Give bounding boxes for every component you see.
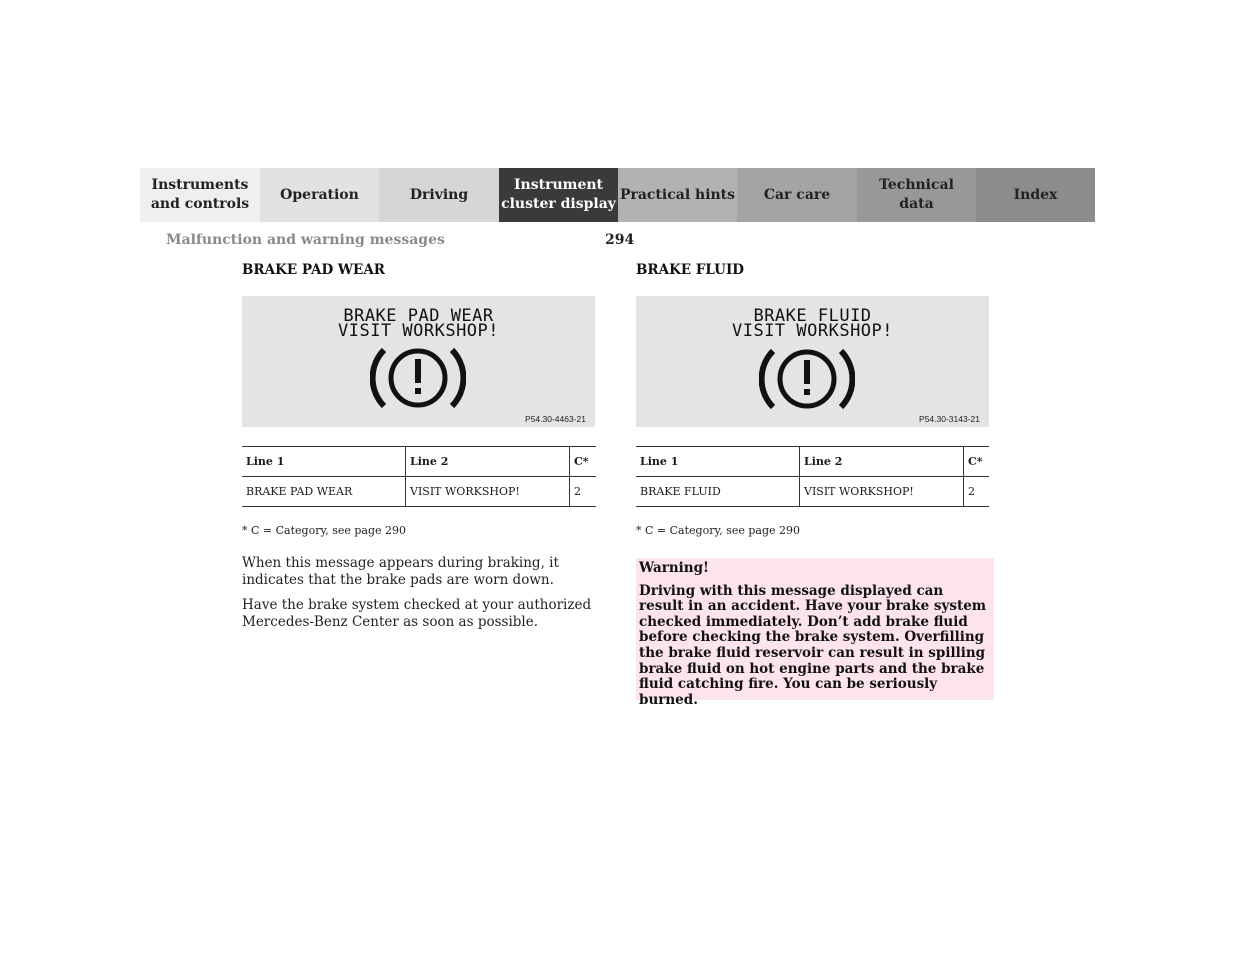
- warning-title: Warning!: [639, 560, 709, 576]
- table-header: Line 1: [242, 447, 406, 477]
- warning-box: [636, 558, 994, 708]
- nav-tab[interactable]: Driving: [379, 168, 499, 222]
- display-panel-brake-pad-wear: [242, 296, 595, 427]
- brake-warning-icon: [370, 345, 466, 411]
- message-table-brake-pad-wear: [242, 446, 596, 507]
- display-line-1: BRAKE PAD WEAR: [343, 306, 494, 326]
- nav-tab[interactable]: Car care: [737, 168, 857, 222]
- message-table-brake-fluid: [636, 446, 989, 507]
- table-header: Line 2: [800, 447, 964, 477]
- nav-tab[interactable]: Operation: [260, 168, 379, 222]
- footnote: * C = Category, see page 290: [636, 524, 801, 537]
- display-line-1: BRAKE FLUID: [753, 306, 872, 326]
- footnote: * C = Category, see page 290: [242, 524, 407, 537]
- display-line-2: VISIT WORKSHOP!: [337, 321, 500, 341]
- warning-text: Driving with this message displayed can result in an accident. Have your brake system checked immediately. Don’t add brake fluid before checking the brake system. Overfilling the brake fluid reservoir can result in spilling brake fluid on hot engine parts and the brake fluid catching fire. You can be seriously burned.: [639, 582, 987, 708]
- nav-tab[interactable]: Index: [976, 168, 1095, 222]
- table-cell: 2: [570, 477, 597, 507]
- display-line-2: VISIT WORKSHOP!: [731, 321, 894, 341]
- page-number: 294: [605, 232, 635, 248]
- table-header: Line 1: [636, 447, 800, 477]
- table-header: C*: [570, 447, 597, 477]
- image-code: P54.30-4463-21: [525, 414, 586, 424]
- section-heading-brake-fluid: BRAKE FLUID: [636, 262, 744, 278]
- image-code: P54.30-3143-21: [919, 414, 980, 424]
- table-header: C*: [964, 447, 990, 477]
- breadcrumb: Malfunction and warning messages: [166, 232, 445, 248]
- section-nav: [140, 168, 1095, 222]
- table-cell: VISIT WORKSHOP!: [406, 477, 570, 507]
- nav-tab[interactable]: Instrument cluster display: [499, 168, 618, 222]
- table-cell: BRAKE FLUID: [636, 477, 800, 507]
- body-paragraph: When this message appears during braking, it indicates that the brake pads are worn down.: [242, 555, 559, 588]
- table-cell: 2: [964, 477, 990, 507]
- nav-tab[interactable]: Instruments and controls: [140, 168, 260, 222]
- nav-tab[interactable]: Technical data: [857, 168, 976, 222]
- table-header: Line 2: [406, 447, 570, 477]
- table-cell: BRAKE PAD WEAR: [242, 477, 406, 507]
- nav-tab[interactable]: Practical hints: [618, 168, 737, 222]
- brake-warning-icon: [759, 346, 855, 412]
- section-heading-brake-pad-wear: BRAKE PAD WEAR: [242, 262, 386, 278]
- body-paragraph: Have the brake system checked at your authorized Mercedes-Benz Center as soon as possible.: [242, 597, 592, 630]
- table-cell: VISIT WORKSHOP!: [800, 477, 964, 507]
- display-panel-brake-fluid: [636, 296, 989, 427]
